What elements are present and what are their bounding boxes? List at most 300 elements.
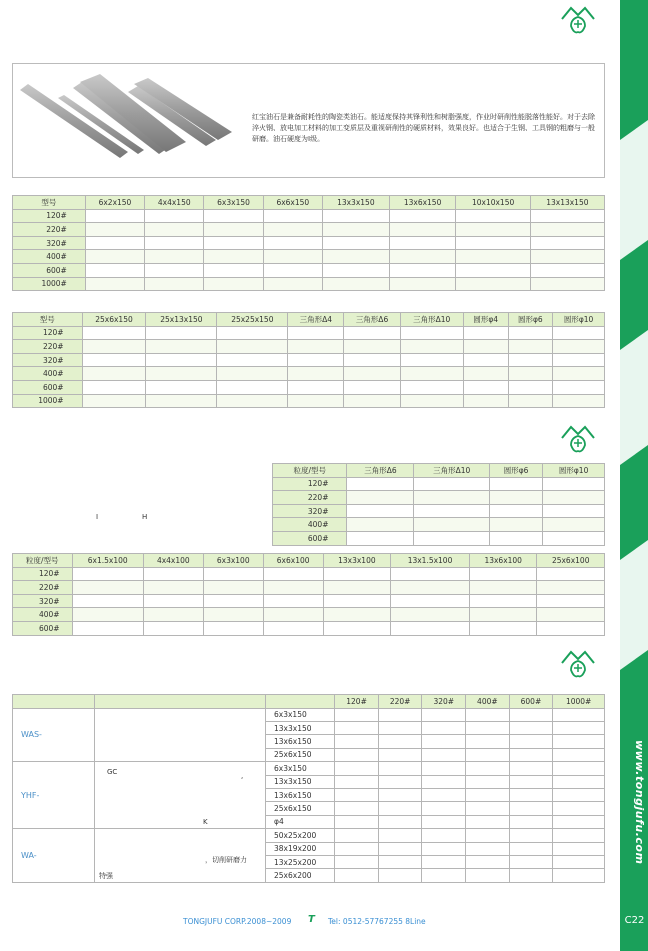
table-cell	[85, 236, 144, 250]
size-label: 25x6x150	[266, 748, 335, 761]
table-row	[13, 223, 605, 237]
table-cell	[217, 326, 288, 340]
table-cell	[543, 518, 605, 532]
table-header-cell: 600#	[509, 695, 553, 709]
table-cell	[463, 353, 508, 367]
size-label: 13x6x150	[266, 788, 335, 801]
table-cell	[217, 353, 288, 367]
table-row	[13, 594, 605, 608]
table-header-cell: 三角形Δ10	[400, 313, 463, 327]
table-cell	[466, 829, 510, 842]
table-header-cell: 圆形φ6	[508, 313, 553, 327]
table-cell	[378, 748, 422, 761]
product-description-cell	[95, 762, 266, 829]
table-header-cell: 粒度/型号	[273, 464, 347, 478]
table-header-cell: 25x25x150	[217, 313, 288, 327]
table-header-cell: 型号	[13, 313, 83, 327]
table-cell	[263, 263, 322, 277]
table-cell	[537, 594, 605, 608]
table-cell	[347, 477, 414, 491]
size-label: 50x25x200	[266, 829, 335, 842]
website-url[interactable]: www.tongjufu.com	[633, 740, 646, 865]
table-cell	[378, 762, 422, 775]
table-cell	[466, 855, 510, 868]
table-cell	[553, 353, 605, 367]
table-cell	[146, 340, 217, 354]
table-row	[273, 491, 605, 505]
table-cell	[335, 869, 379, 882]
table-cell	[335, 788, 379, 801]
table-cell	[146, 353, 217, 367]
table-cell	[466, 802, 510, 815]
table-cell	[72, 567, 143, 581]
table-cell	[553, 842, 605, 855]
table-header-cell	[95, 695, 266, 709]
product-description-cell	[95, 708, 266, 762]
table-cell	[466, 788, 510, 801]
product-series: WA-	[13, 829, 95, 883]
table-cell	[85, 263, 144, 277]
table-cell	[391, 621, 470, 635]
table-cell	[489, 518, 542, 532]
footer-company: TONGJUFU CORP.2008~2009	[183, 917, 292, 926]
table-cell	[146, 367, 217, 381]
table-cell	[143, 608, 203, 622]
table-cell	[389, 277, 456, 291]
table-cell	[322, 236, 389, 250]
table-header-cell: 三角形Δ10	[414, 464, 490, 478]
table-cell	[391, 608, 470, 622]
table-cell	[322, 250, 389, 264]
table-cell	[553, 340, 605, 354]
table-row	[13, 608, 605, 622]
table-cell	[263, 277, 322, 291]
table-header-cell: 13x6x100	[469, 554, 536, 568]
grit-label: 320#	[13, 236, 86, 250]
table-cell	[509, 855, 553, 868]
footer-logo-mark: T	[308, 914, 315, 925]
table-cell	[82, 340, 146, 354]
table-cell	[82, 353, 146, 367]
table-cell	[414, 531, 490, 545]
grit-label: 220#	[273, 491, 347, 505]
table-cell	[263, 223, 322, 237]
size-label: 25x6x150	[266, 802, 335, 815]
table-header-cell: 三角形Δ4	[288, 313, 344, 327]
table-cell	[288, 340, 344, 354]
table-cell	[537, 581, 605, 595]
table-cell	[456, 250, 530, 264]
table-cell	[508, 394, 553, 408]
table-row	[13, 394, 605, 408]
table-cell	[389, 250, 456, 264]
table-cell	[508, 326, 553, 340]
table-header-cell: 6x3x150	[204, 196, 263, 210]
table-cell	[344, 353, 400, 367]
table-cell	[204, 209, 263, 223]
table-cell	[509, 721, 553, 734]
size-label: 13x3x150	[266, 775, 335, 788]
table-cell	[543, 531, 605, 545]
table-cell	[466, 869, 510, 882]
table-cell	[263, 621, 323, 635]
table-cell	[82, 367, 146, 381]
table-header-cell: 4x4x100	[143, 554, 203, 568]
table-cell	[391, 567, 470, 581]
table-cell	[389, 209, 456, 223]
table-cell	[288, 380, 344, 394]
grit-label: 220#	[13, 223, 86, 237]
table-cell	[203, 594, 263, 608]
table-cell	[489, 531, 542, 545]
table-cell	[344, 380, 400, 394]
table-cell	[509, 748, 553, 761]
table-cell	[466, 775, 510, 788]
table-cell	[322, 263, 389, 277]
table-cell	[553, 869, 605, 882]
table-cell	[204, 277, 263, 291]
table-cell	[469, 608, 536, 622]
table-cell	[422, 721, 466, 734]
product-description: 红宝油石是兼备耐耗性的陶瓷类油石。能适度保持其锋利性和树脂强度，作业时研削性能脱落性能好。对于去除淬火钢、放电加工材料的加工变质层及重视研削性的硬质材料，效果良好。也适合于生钢、工具钢的粗磨与一般研磨。油石硬度为I级。	[252, 113, 595, 143]
table-cell	[389, 263, 456, 277]
table-cell	[143, 594, 203, 608]
table-cell	[509, 869, 553, 882]
table-header-cell: 圆形φ10	[553, 313, 605, 327]
table-cell	[553, 748, 605, 761]
table-cell	[537, 608, 605, 622]
table-header-cell: 13x3x150	[322, 196, 389, 210]
table-cell	[143, 567, 203, 581]
table-cell	[553, 802, 605, 815]
table-cell	[72, 594, 143, 608]
grit-label: 1000#	[13, 277, 86, 291]
table-cell	[263, 209, 322, 223]
loose-letter: H	[142, 513, 148, 521]
table-cell	[530, 277, 604, 291]
table-cell	[82, 380, 146, 394]
table-cell	[553, 367, 605, 381]
company-logo-icon	[560, 3, 596, 37]
table-cell	[143, 621, 203, 635]
table-cell	[456, 223, 530, 237]
table-cell	[335, 802, 379, 815]
table-cell	[530, 209, 604, 223]
table-cell	[72, 621, 143, 635]
table-cell	[378, 842, 422, 855]
table-cell	[469, 581, 536, 595]
page-number: C22	[624, 915, 645, 926]
table-cell	[553, 762, 605, 775]
table-cell	[422, 829, 466, 842]
table-cell	[456, 277, 530, 291]
table-cell	[509, 775, 553, 788]
table-cell	[422, 708, 466, 721]
table-cell	[347, 531, 414, 545]
table-cell	[288, 394, 344, 408]
table-header-cell: 6x6x100	[263, 554, 323, 568]
table-row	[13, 277, 605, 291]
table-cell	[344, 340, 400, 354]
table-cell	[530, 223, 604, 237]
table-row	[13, 762, 605, 775]
table-cell	[422, 869, 466, 882]
table-cell	[509, 788, 553, 801]
size-label: 6x3x150	[266, 762, 335, 775]
table-cell	[323, 594, 390, 608]
table-cell	[335, 842, 379, 855]
table-header-cell: 4x4x150	[145, 196, 204, 210]
footer-tel: Tel: 0512-57767255 8Line	[328, 917, 426, 926]
description-note: ,	[241, 772, 244, 781]
table-cell	[391, 581, 470, 595]
grit-label: 400#	[13, 250, 86, 264]
table-cell	[509, 735, 553, 748]
table-cell	[322, 209, 389, 223]
grit-label: 220#	[13, 340, 83, 354]
table-cell	[469, 567, 536, 581]
table-cell	[378, 829, 422, 842]
table-cell	[414, 477, 490, 491]
table-cell	[204, 236, 263, 250]
grit-label: 600#	[13, 380, 83, 394]
table-cell	[145, 223, 204, 237]
grit-label: 400#	[13, 367, 83, 381]
table-cell	[335, 762, 379, 775]
grit-label: 120#	[273, 477, 347, 491]
table-row	[273, 477, 605, 491]
table-cell	[414, 491, 490, 505]
table-header-cell: 6x3x100	[203, 554, 263, 568]
table-cell	[456, 209, 530, 223]
table-cell	[553, 380, 605, 394]
table-cell	[203, 581, 263, 595]
table-cell	[263, 250, 322, 264]
table-header-cell: 粒度/型号	[13, 554, 73, 568]
size-label: 38x19x200	[266, 842, 335, 855]
table-cell	[335, 748, 379, 761]
table-cell	[322, 277, 389, 291]
table-row	[13, 250, 605, 264]
size-label: 6x3x150	[266, 708, 335, 721]
table-header-cell: 13x1.5x100	[391, 554, 470, 568]
table-cell	[72, 581, 143, 595]
table-cell	[463, 367, 508, 381]
table-cell	[389, 223, 456, 237]
table-cell	[217, 380, 288, 394]
grit-label: 320#	[13, 353, 83, 367]
table-cell	[456, 236, 530, 250]
table-cell	[414, 518, 490, 532]
table-cell	[85, 277, 144, 291]
product-description-cell	[95, 829, 266, 883]
table-cell	[145, 263, 204, 277]
table-row	[273, 518, 605, 532]
table-cell	[204, 250, 263, 264]
table-cell	[204, 223, 263, 237]
table-cell	[378, 869, 422, 882]
table-cell	[422, 748, 466, 761]
table-cell	[288, 353, 344, 367]
table-cell	[414, 504, 490, 518]
table-cell	[378, 735, 422, 748]
grit-label: 600#	[13, 263, 86, 277]
table-cell	[553, 721, 605, 734]
table-header-cell: 6x2x150	[85, 196, 144, 210]
table-cell	[422, 855, 466, 868]
table-cell	[463, 326, 508, 340]
table-header-cell: 6x6x150	[263, 196, 322, 210]
table-row	[13, 581, 605, 595]
table-cell	[400, 367, 463, 381]
table-cell	[82, 326, 146, 340]
table-cell	[422, 802, 466, 815]
grit-label: 320#	[273, 504, 347, 518]
table-cell	[463, 340, 508, 354]
table-cell	[347, 491, 414, 505]
company-logo-icon	[560, 647, 596, 681]
table-cell	[422, 788, 466, 801]
table-cell	[463, 394, 508, 408]
table-header-cell: 120#	[335, 695, 379, 709]
description-note: ，切削研磨力	[205, 856, 247, 865]
table-header-cell: 13x3x100	[323, 554, 390, 568]
table-cell	[466, 735, 510, 748]
table-cell	[422, 762, 466, 775]
product-series: WAS-	[13, 708, 95, 762]
table-cell	[145, 277, 204, 291]
table-cell	[145, 250, 204, 264]
table-cell	[553, 394, 605, 408]
table-row	[13, 263, 605, 277]
table-header-cell: 25x13x150	[146, 313, 217, 327]
table-cell	[509, 815, 553, 828]
table-cell	[400, 394, 463, 408]
table-cell	[335, 735, 379, 748]
table-row	[13, 236, 605, 250]
table-cell	[553, 788, 605, 801]
table-header-cell: 320#	[422, 695, 466, 709]
table-cell	[378, 788, 422, 801]
size-label: 13x6x150	[266, 735, 335, 748]
table-cell	[553, 815, 605, 828]
description-note: GC	[107, 768, 118, 777]
table-cell	[400, 340, 463, 354]
table-cell	[543, 477, 605, 491]
loose-letter: I	[96, 513, 99, 521]
table-cell	[378, 815, 422, 828]
table-header-cell: 型号	[13, 196, 86, 210]
spec-table-1	[12, 195, 605, 291]
spec-table-3	[272, 463, 605, 546]
table-cell	[553, 775, 605, 788]
table-cell	[489, 504, 542, 518]
table-cell	[400, 380, 463, 394]
table-header-cell: 圆形φ6	[489, 464, 542, 478]
table-cell	[203, 621, 263, 635]
table-cell	[263, 567, 323, 581]
table-header-cell	[13, 695, 95, 709]
table-header-cell	[266, 695, 335, 709]
table-header-cell: 圆形φ4	[463, 313, 508, 327]
table-cell	[146, 326, 217, 340]
table-cell	[145, 209, 204, 223]
table-cell	[509, 829, 553, 842]
table-cell	[323, 608, 390, 622]
description-note: K	[203, 818, 208, 827]
table-cell	[489, 491, 542, 505]
table-header-cell: 13x13x150	[530, 196, 604, 210]
table-cell	[323, 567, 390, 581]
table-cell	[85, 223, 144, 237]
table-cell	[143, 581, 203, 595]
table-cell	[378, 802, 422, 815]
table-cell	[263, 594, 323, 608]
product-series: YHF-	[13, 762, 95, 829]
table-cell	[466, 815, 510, 828]
table-row	[13, 209, 605, 223]
grit-label: 120#	[13, 326, 83, 340]
table-cell	[323, 581, 390, 595]
spec-table-4	[12, 553, 605, 636]
grit-label: 120#	[13, 567, 73, 581]
table-cell	[335, 855, 379, 868]
table-cell	[217, 394, 288, 408]
spec-table-2	[12, 312, 605, 408]
table-header-cell: 13x6x150	[389, 196, 456, 210]
table-cell	[288, 326, 344, 340]
table-row	[273, 531, 605, 545]
table-cell	[85, 209, 144, 223]
table-cell	[543, 504, 605, 518]
table-cell	[553, 829, 605, 842]
size-label: φ4	[266, 815, 335, 828]
company-logo-icon	[560, 422, 596, 456]
table-cell	[466, 748, 510, 761]
size-label: 25x6x200	[266, 869, 335, 882]
table-header-cell: 25x6x150	[82, 313, 146, 327]
table-cell	[508, 340, 553, 354]
table-cell	[344, 326, 400, 340]
table-cell	[508, 367, 553, 381]
size-label: 13x25x200	[266, 855, 335, 868]
table-cell	[335, 815, 379, 828]
table-row	[13, 708, 605, 721]
table-cell	[553, 735, 605, 748]
table-cell	[469, 594, 536, 608]
table-cell	[217, 367, 288, 381]
table-cell	[378, 721, 422, 734]
table-cell	[72, 608, 143, 622]
table-cell	[378, 708, 422, 721]
table-cell	[146, 380, 217, 394]
table-cell	[508, 380, 553, 394]
table-cell	[466, 842, 510, 855]
table-row	[13, 326, 605, 340]
table-cell	[456, 263, 530, 277]
table-cell	[466, 708, 510, 721]
table-cell	[263, 608, 323, 622]
grit-label: 220#	[13, 581, 73, 595]
table-cell	[530, 250, 604, 264]
table-cell	[509, 842, 553, 855]
table-cell	[422, 735, 466, 748]
table-cell	[389, 236, 456, 250]
table-cell	[378, 775, 422, 788]
table-cell	[335, 721, 379, 734]
table-cell	[146, 394, 217, 408]
table-row	[13, 380, 605, 394]
